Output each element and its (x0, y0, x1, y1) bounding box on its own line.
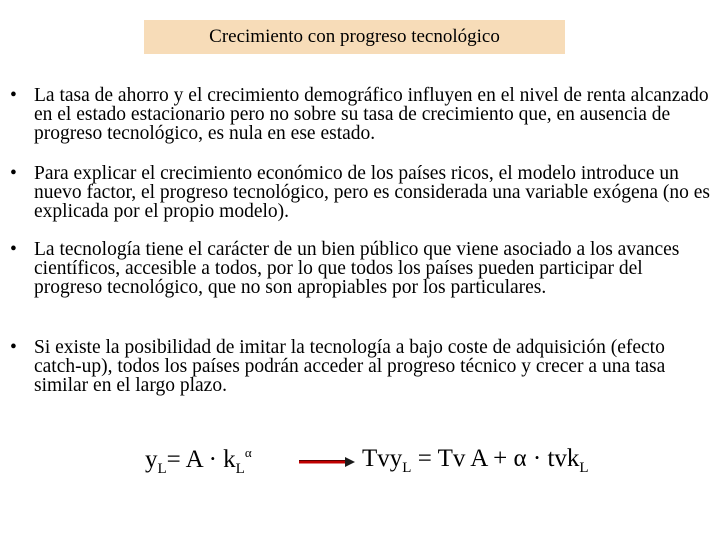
bullet-item-4 (10, 338, 715, 395)
formula-growth-rate: Tvy$_L$ = Tv A + α · tvk$_L$ (362, 445, 589, 476)
bullet-dot: • (10, 163, 17, 184)
bullet-text: La tasa de ahorro y el crecimiento demográfico influyen en el nivel de renta alcanzado en el estado estacionario pero no sobre su tasa de crecimiento que, en ausencia de progreso tecnológico, es nula en ese estado. (34, 85, 709, 144)
bullet-item-1 (10, 86, 715, 143)
slide-title-box (144, 20, 565, 54)
bullet-dot: • (10, 85, 17, 106)
slide-title: Crecimiento con progreso tecnológico (209, 26, 500, 47)
right-arrow-icon (298, 456, 356, 468)
bullet-text: La tecnología tiene el carácter de un bien público que viene asociado a los avances científicos, accesible a todos, por lo que todos los países pueden participar del progreso tecnológico, que no son apropiables por los particulares. (34, 239, 680, 298)
bullet-dot: • (10, 239, 17, 260)
bullet-item-3 (10, 240, 715, 297)
growth-formula (0, 445, 720, 481)
bullet-dot: • (10, 337, 17, 358)
bullet-text: Para explicar el crecimiento económico de los países ricos, el modelo introduce un nuevo factor, el progreso tecnológico, pero es considerada una variable exógena (no es explicada por el propio modelo). (34, 163, 711, 222)
bullet-item-2 (10, 164, 715, 221)
bullet-text: Si existe la posibilidad de imitar la tecnología a bajo coste de adquisición (efecto catch-up), todos los países podrán acceder al progreso técnico y crecer a una tasa similar en el largo plazo. (34, 337, 666, 396)
formula-production-function: $y_L= A \cdot k_L^\alpha$ (145, 445, 252, 477)
